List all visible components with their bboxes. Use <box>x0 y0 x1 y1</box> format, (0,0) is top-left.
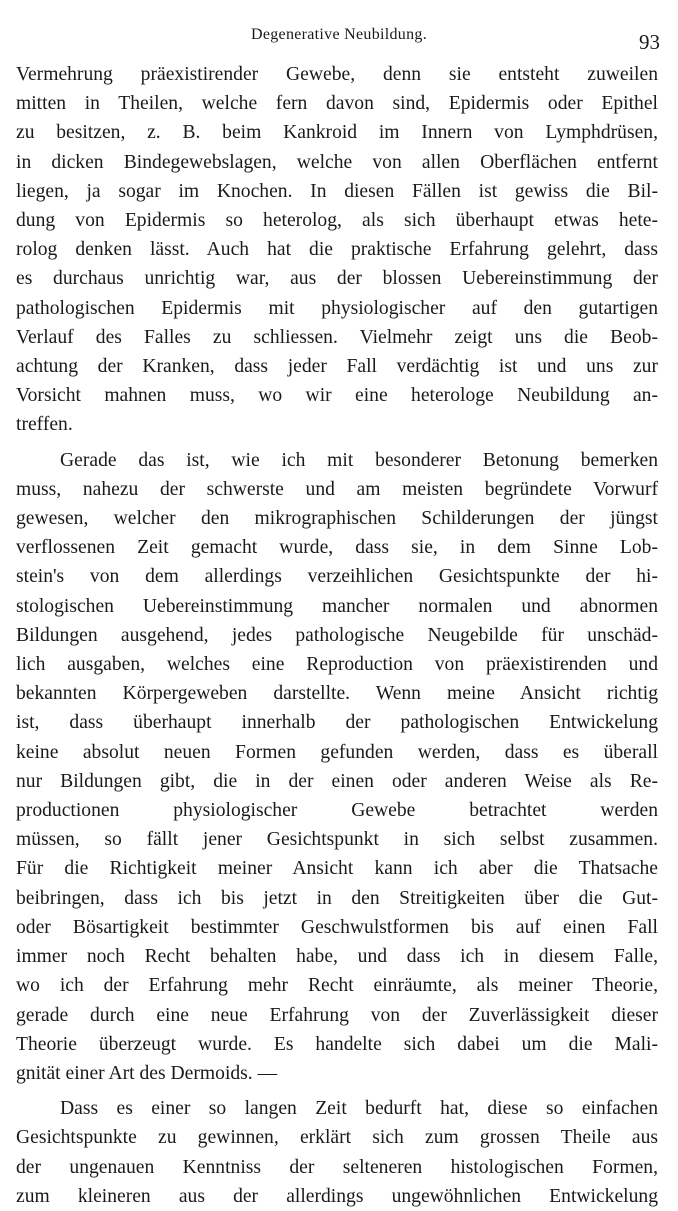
paragraph-2 <box>16 446 658 1088</box>
text-line: wo ich der Erfahrung mehr Recht einräumte, als meiner Theorie, <box>16 975 658 997</box>
text-line: der ungenauen Kenntniss der selteneren histologischen Formen, <box>16 1156 658 1178</box>
text-line: dung von Epidermis so heterolog, als sich überhaupt etwas hete- <box>16 210 658 232</box>
text-line: zu besitzen, z. B. beim Kankroid im Innern von Lymphdrüsen, <box>16 122 658 144</box>
text-line: mitten in Theilen, welche fern davon sind, Epidermis oder Epithel <box>16 93 658 115</box>
text-line: es durchaus unrichtig war, aus der blossen Uebereinstimmung der <box>16 268 658 290</box>
running-title: Degenerative Neubildung. <box>250 26 428 43</box>
text-line: Theorie überzeugt wurde. Es handelte sich dabei um die Mali- <box>16 1033 658 1055</box>
text-line: oder Bösartigkeit bestimmter Geschwulstformen bis auf einen Fall <box>16 916 658 938</box>
text-line: Vorsicht mahnen muss, wo wir eine heterologe Neubildung an- <box>16 385 658 407</box>
text-line: Dass es einer so langen Zeit bedurft hat, diese so einfachen <box>60 1098 658 1120</box>
text-line: gerade durch eine neue Erfahrung von der Zuverlässigkeit dieser <box>16 1004 658 1026</box>
text-line: rolog denken lässt. Auch hat die praktische Erfahrung gelehrt, dass <box>16 239 658 261</box>
text-line: in dicken Bindegewebslagen, welche von allen Oberflächen entfernt <box>16 151 658 173</box>
text-line: treffen. <box>16 414 73 436</box>
paragraph-1 <box>16 60 658 440</box>
text-line: productionen physiologischer Gewebe betrachtet werden <box>16 800 658 822</box>
text-line: stein's von dem allerdings verzeihlichen Gesichtspunkte der hi- <box>16 566 658 588</box>
paragraph-3 <box>16 1094 658 1211</box>
text-line: Vermehrung präexistirender Gewebe, denn sie entsteht zuweilen <box>16 64 658 85</box>
text-line: müssen, so fällt jener Gesichtspunkt in sich selbst zusammen. <box>16 829 658 851</box>
text-line: pathologischen Epidermis mit physiologischer auf den gutartigen <box>16 297 658 319</box>
text-line: Gesichtspunkte zu gewinnen, erklärt sich zum grossen Theile aus <box>16 1127 658 1149</box>
text-line: verflossenen Zeit gemacht wurde, dass sie, in dem Sinne Lob- <box>16 537 658 559</box>
text-line: zum kleineren aus der allerdings ungewöhnlichen Entwickelung <box>16 1185 658 1207</box>
text-line: gewesen, welcher den mikrographischen Schilderungen der jüngst <box>16 508 658 530</box>
text-line: liegen, ja sogar im Knochen. In diesen Fällen ist gewiss die Bil- <box>16 180 658 202</box>
text-line: muss, nahezu der schwerste und am meisten begründete Vorwurf <box>16 478 658 500</box>
text-line: stologischen Uebereinstimmung mancher normalen und abnormen <box>16 595 658 617</box>
text-line: Bildungen ausgehend, jedes pathologische Neugebilde für unschäd- <box>16 624 658 646</box>
text-line: nur Bildungen gibt, die in der einen oder anderen Weise als Re- <box>16 770 658 792</box>
page-number: 93 <box>639 30 660 54</box>
text-line: immer noch Recht behalten habe, und dass ich in diesem Falle, <box>16 946 658 968</box>
text-line: lich ausgaben, welches eine Reproduction von präexistirenden und <box>16 654 658 676</box>
text-line: achtung der Kranken, dass jeder Fall verdächtig ist und uns zur <box>16 356 658 378</box>
body-text <box>16 60 658 1211</box>
text-line: ist, dass überhaupt innerhalb der pathologischen Entwickelung <box>16 712 658 734</box>
running-head <box>0 22 678 52</box>
text-line: Verlauf des Falles zu schliessen. Vielmehr zeigt uns die Beob- <box>16 326 658 348</box>
text-line: beibringen, dass ich bis jetzt in den Streitigkeiten über die Gut- <box>16 887 658 909</box>
text-line: Gerade das ist, wie ich mit besonderer Betonung bemerken <box>60 449 658 471</box>
text-line: Für die Richtigkeit meiner Ansicht kann ich aber die Thatsache <box>16 858 658 880</box>
text-line: keine absolut neuen Formen gefunden werden, dass es überall <box>16 741 658 763</box>
text-line: gnität einer Art des Dermoids. — <box>16 1062 278 1084</box>
text-line: bekannten Körpergeweben darstellte. Wenn meine Ansicht richtig <box>16 683 658 705</box>
